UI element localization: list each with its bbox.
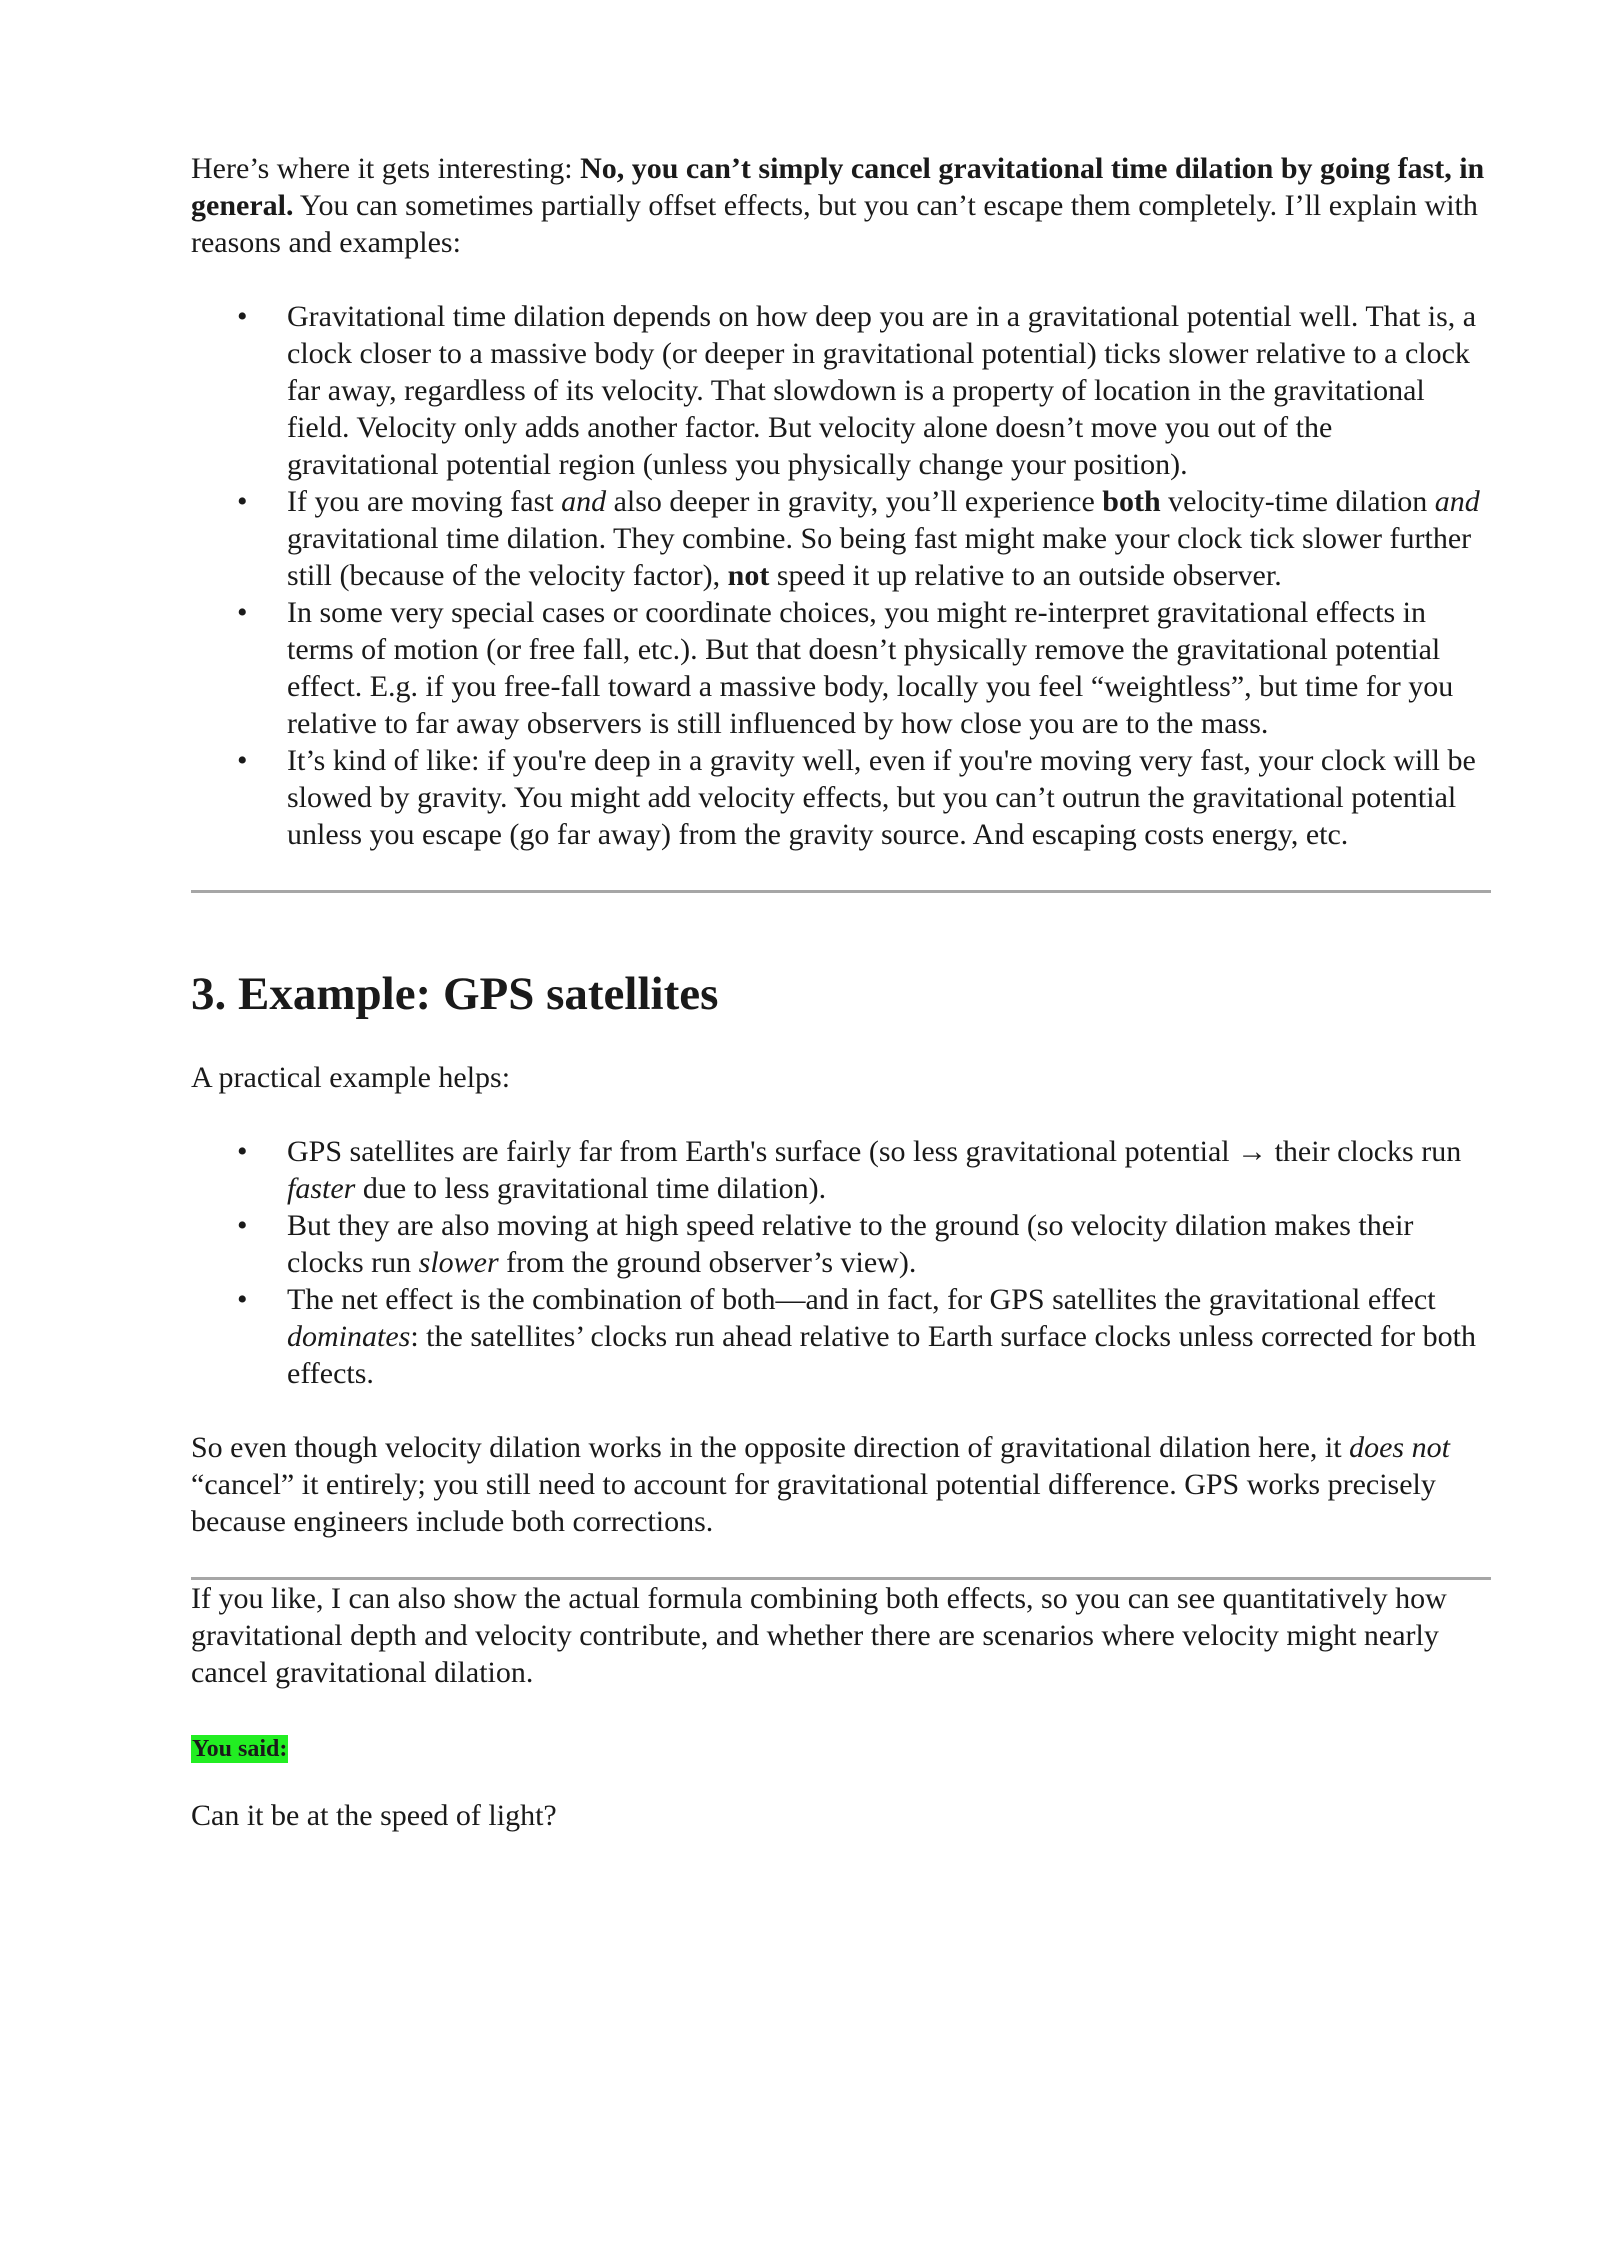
gps-summary-paragraph — [191, 1429, 1491, 1540]
reason-3-text: In some very special cases or coordinate choices, you might re-interpret gravitational effects in terms of motion (or free fall, etc.). But that doesn’t physically remove the gravitational potential effect. E.g. if you free-fall toward a massive body, locally you feel “weightless”, but time for you relative to far away observers is still influenced by how close you are to the mass. — [287, 596, 1454, 740]
section-lead: A practical example helps: — [191, 1061, 511, 1094]
reason-4-text: It’s kind of like: if you're deep in a gravity well, even if you're moving very fast, your clock will be slowed by gravity. You might add velocity effects, but you can’t outrun the gravitational potential unless you escape (go far away) from the gravity source. And escaping costs energy, etc. — [287, 744, 1476, 851]
intro-text-2: You can sometimes partially offset effects, but you can’t escape them completely. I’ll explain with reasons and examples: — [191, 189, 1478, 259]
reason-2-text: If you are moving fast — [287, 485, 562, 518]
gps-summary-emphasis: does not — [1349, 1431, 1450, 1464]
list-item — [287, 594, 1491, 742]
list-item — [287, 1133, 1491, 1207]
document-page — [191, 150, 1491, 1834]
list-item — [287, 483, 1491, 594]
reason-2-text: also deeper in gravity, you’ll experience — [606, 485, 1103, 518]
gps-item-2-text: from the ground observer’s view). — [498, 1246, 917, 1279]
reason-2-bold: not — [727, 559, 770, 592]
intro-bold-claim: No, you can’t simply cancel gravitational time dilation by going fast, in general. — [191, 152, 1485, 222]
reason-2-text: speed it up relative to an outside observer. — [769, 559, 1282, 592]
reason-2-bold: both — [1102, 485, 1161, 518]
gps-item-2-text: But they are also moving at high speed relative to the ground (so velocity dilation makes their clocks run — [287, 1209, 1414, 1279]
reasons-list — [191, 298, 1491, 853]
list-item — [287, 742, 1491, 853]
user-turn — [191, 1728, 1491, 1834]
gps-item-1-emphasis: faster — [287, 1172, 356, 1205]
list-item — [287, 298, 1491, 483]
gps-item-3-emphasis: dominates — [287, 1320, 411, 1353]
gps-summary-text: “cancel” it entirely; you still need to account for gravitational potential difference. GPS works precisely because engineers include both corrections. — [191, 1468, 1436, 1538]
gps-item-1-text: due to less gravitational time dilation). — [355, 1172, 827, 1205]
gps-item-3-text: : the satellites’ clocks run ahead relative to Earth surface clocks unless corrected for both effects. — [287, 1320, 1477, 1390]
offer-paragraph: If you like, I can also show the actual formula combining both effects, so you can see quantitatively how gravitational depth and velocity contribute, and whether there are scenarios where velocity might nearly cancel gravitational dilation. — [191, 1582, 1447, 1689]
gps-summary-text: So even though velocity dilation works in the opposite direction of gravitational dilation here, it — [191, 1431, 1350, 1464]
gps-item-1-text: GPS satellites are fairly far from Earth's surface (so less gravitational potential → their clocks run — [287, 1135, 1462, 1168]
intro-paragraph — [191, 150, 1491, 261]
user-question: Can it be at the speed of light? — [191, 1799, 557, 1832]
section-divider — [191, 890, 1491, 893]
reason-2-emphasis: and — [561, 485, 607, 518]
gps-item-3-text: The net effect is the combination of both—and in fact, for GPS satellites the gravitational effect — [287, 1283, 1436, 1316]
reason-2-text: velocity-time dilation — [1160, 485, 1435, 518]
list-item — [287, 1281, 1491, 1392]
you-said-label: You said: — [192, 1736, 288, 1762]
list-item — [287, 1207, 1491, 1281]
gps-item-2-emphasis: slower — [418, 1246, 499, 1279]
gps-list — [191, 1133, 1491, 1392]
reason-2-emphasis: and — [1434, 485, 1480, 518]
intro-text-1: Here’s where it gets interesting: — [191, 152, 581, 185]
reason-1-text: Gravitational time dilation depends on how deep you are in a gravitational potential well. That is, a clock closer to a massive body (or deeper in gravitational potential) ticks slower relative to a clock far away, regardless of its velocity. That slowdown is a property of location in the gravitational field. Velocity only adds another factor. But velocity alone doesn’t move you out of the gravitational potential region (unless you physically change your position). — [287, 300, 1477, 481]
reason-2-text: gravitational time dilation. They combine. So being fast might make your clock tick slower further still (because of the velocity factor), — [287, 522, 1472, 592]
section-heading: 3. Example: GPS satellites — [191, 968, 719, 1020]
